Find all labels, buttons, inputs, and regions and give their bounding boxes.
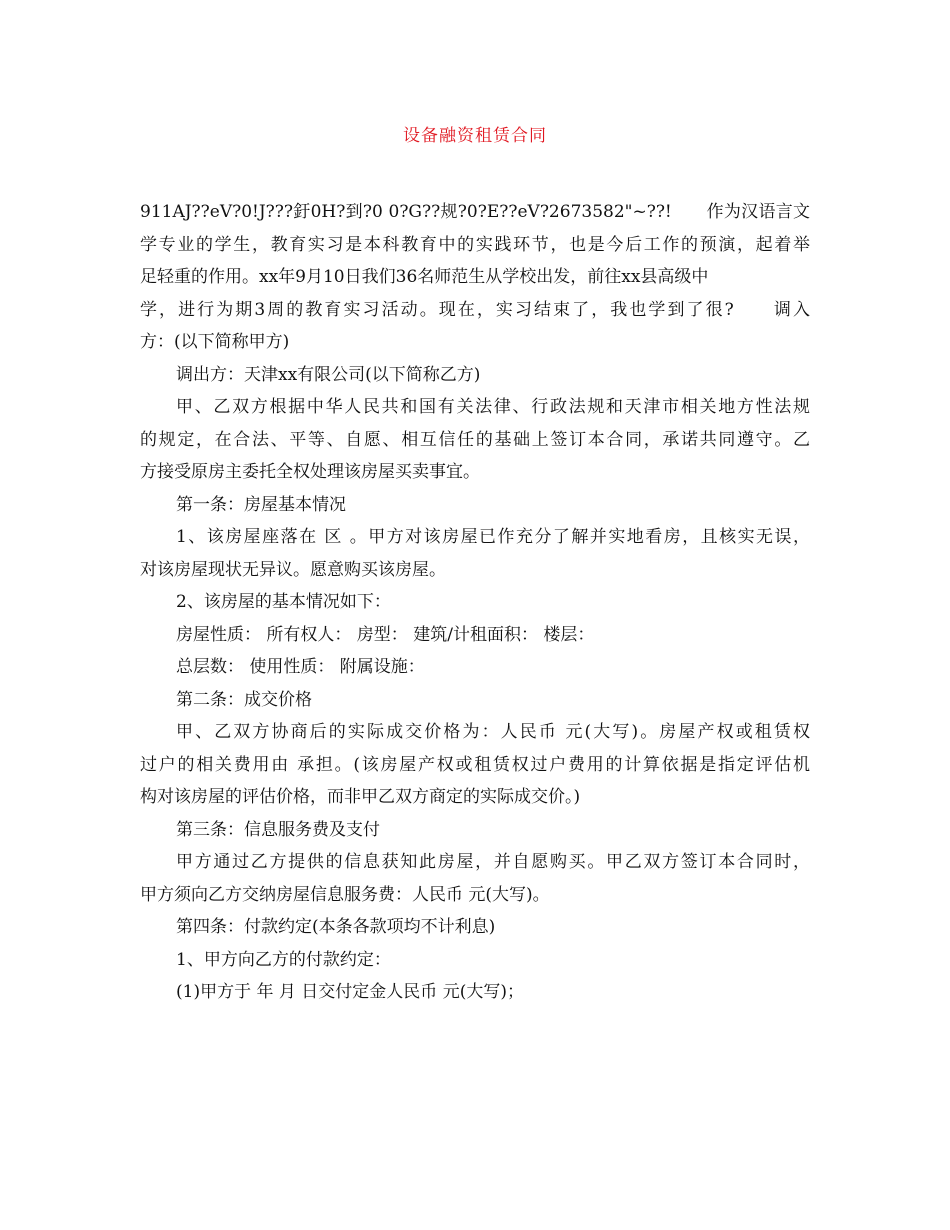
document-body — [140, 196, 810, 1009]
paragraph-line: 2、该房屋的基本情况如下： — [176, 592, 391, 612]
paragraph-line: 甲方须向乙方交纳房屋信息服务费：人民币 元(大写)。 — [140, 884, 550, 905]
document-title: 设备融资租赁合同 — [403, 126, 547, 146]
paragraph-line: 甲、乙双方协商后的实际成交价格为：人民币 元(大写)。房屋产权或租赁权 — [176, 722, 810, 742]
paragraph-line: 第三条：信息服务费及支付 — [176, 819, 380, 840]
paragraph-line: 1、甲方向乙方的付款约定： — [176, 949, 391, 970]
paragraph-line: 方：(以下简称甲方) — [140, 332, 290, 352]
paragraph-line: 调出方：天津xx有限公司(以下简称乙方) — [176, 364, 481, 385]
paragraph-line: 甲方通过乙方提供的信息获知此房屋，并自愿购买。甲乙双方签订本合同时， — [176, 852, 810, 872]
paragraph-line: 对该房屋现状无异议。愿意购买该房屋。 — [140, 559, 446, 580]
paragraph-line: 学专业的学生，教育实习是本科教育中的实践环节，也是今后工作的预演，起着举 — [140, 234, 810, 255]
paragraph-line: 学，进行为期3周的教育实习活动。现在，实习结束了，我也学到了很? 调入 — [140, 299, 810, 320]
paragraph-line: 第四条：付款约定(本条各款项均不计利息) — [176, 917, 496, 937]
paragraph-line: 第一条：房屋基本情况 — [176, 494, 346, 515]
paragraph-line: 过户的相关费用由 承担。(该房屋产权或租赁权过户费用的计算依据是指定评估机 — [140, 754, 810, 775]
paragraph-line: 方接受原房主委托全权处理该房屋买卖事宜。 — [140, 462, 480, 482]
paragraph-line: 甲、乙双方根据中华人民共和国有关法律、行政法规和天津市相关地方性法规 — [176, 397, 810, 417]
paragraph-line: 的规定，在合法、平等、自愿、相互信任的基础上签订本合同，承诺共同遵守。乙 — [140, 429, 810, 450]
paragraph-line: 房屋性质： 所有权人： 房型： 建筑/计租面积： 楼层： — [176, 624, 595, 645]
paragraph-line: 构对该房屋的评估价格，而非甲乙双方商定的实际成交价。) — [140, 787, 581, 807]
paragraph-line: (1)甲方于 年 月 日交付定金人民币 元(大写)； — [176, 982, 524, 1002]
paragraph-line: 总层数： 使用性质： 附属设施： — [176, 657, 425, 677]
paragraph-line: 第二条：成交价格 — [176, 689, 312, 710]
paragraph-line: 1、该房屋座落在 区 。甲方对该房屋已作充分了解并实地看房，且核实无误， — [176, 527, 810, 547]
paragraph-line: 足轻重的作用。xx年9月10日我们36名师范生从学校出发，前往xx县高级中 — [140, 267, 709, 287]
paragraph-line: 911AJ??eV?0!J???釪0H?到?0 0?G??规?0?E??eV?2673582"~??! 作为汉语言文 — [140, 202, 810, 222]
